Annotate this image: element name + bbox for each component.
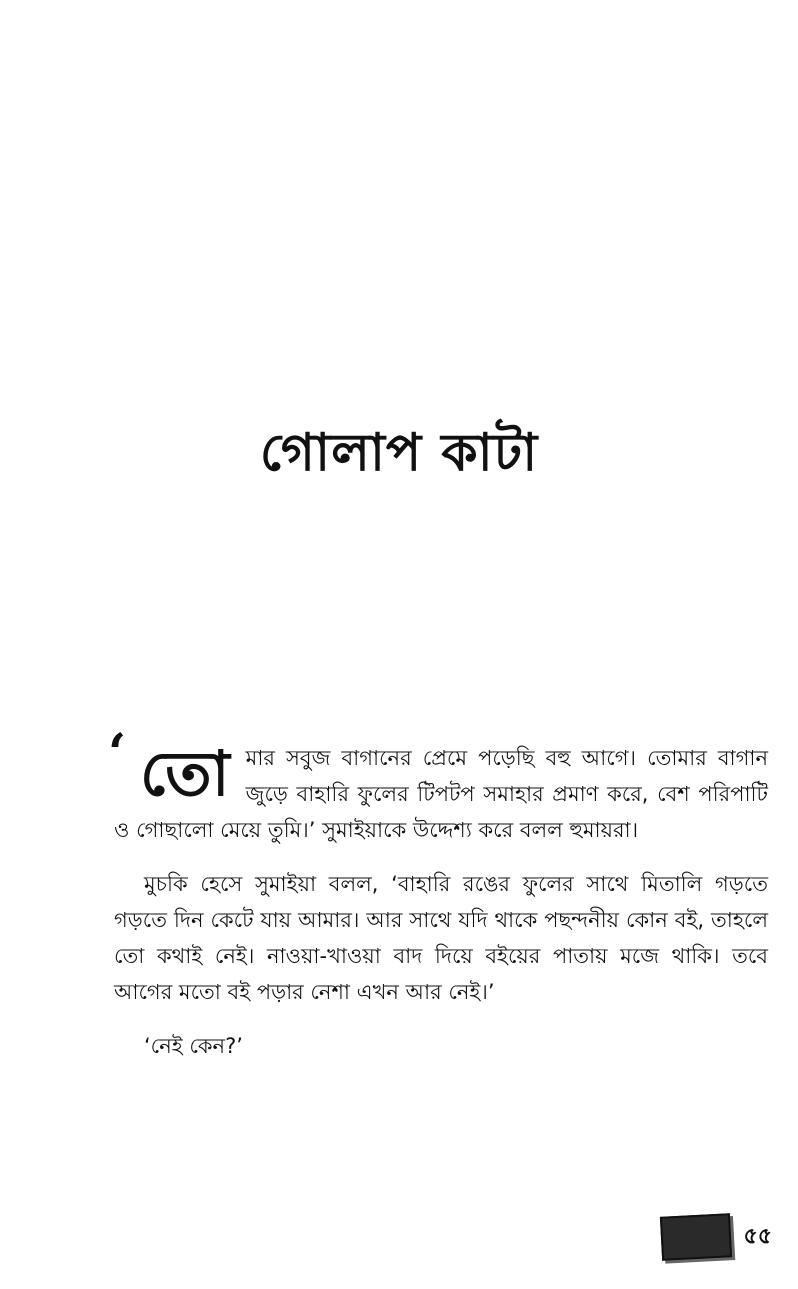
page-footer [661,1215,772,1259]
opening-quote-mark: ‘ [108,723,127,784]
paragraph-1-text: মার সবুজ বাগানের প্রেমে পড়েছি বহু আগে। তোমার বাগান জুড়ে বাহারি ফুলের টিপটপ সমাহার প্রমাণ করে, বেশ পরিপাটি ও গোছালো মেয়ে তুমি।’ সুমাইয়াকে উদ্দেশ্য করে বলল হুমায়রা। [114,746,768,842]
paragraph-1 [108,723,768,848]
paragraph-3: ‘নেই কেন?’ [144,1034,243,1058]
page-number: ৫৫ [743,1223,772,1249]
paragraph-2: মুচকি হেসে সুমাইয়া বলল, ‘বাহারি রঙের ফুলের সাথে মিতালি গড়তে গড়তে দিন কেটে যায় আমার। আর সাথে যদি থাকে পছন্দনীয় কোন বই, তাহলে তো কথাই নেই। নাওয়া-খাওয়া বাদ দিয়ে বইয়ের পাতায় মজে থাকি। তবে আগের মতো বই পড়ার নেশা এখন আর নেই।’ [114,872,768,1004]
chapter-title: গোলাপ কাটা [259,421,539,483]
drop-cap: তো [140,737,230,810]
body-text [108,723,768,1064]
publisher-logo [660,1213,732,1261]
